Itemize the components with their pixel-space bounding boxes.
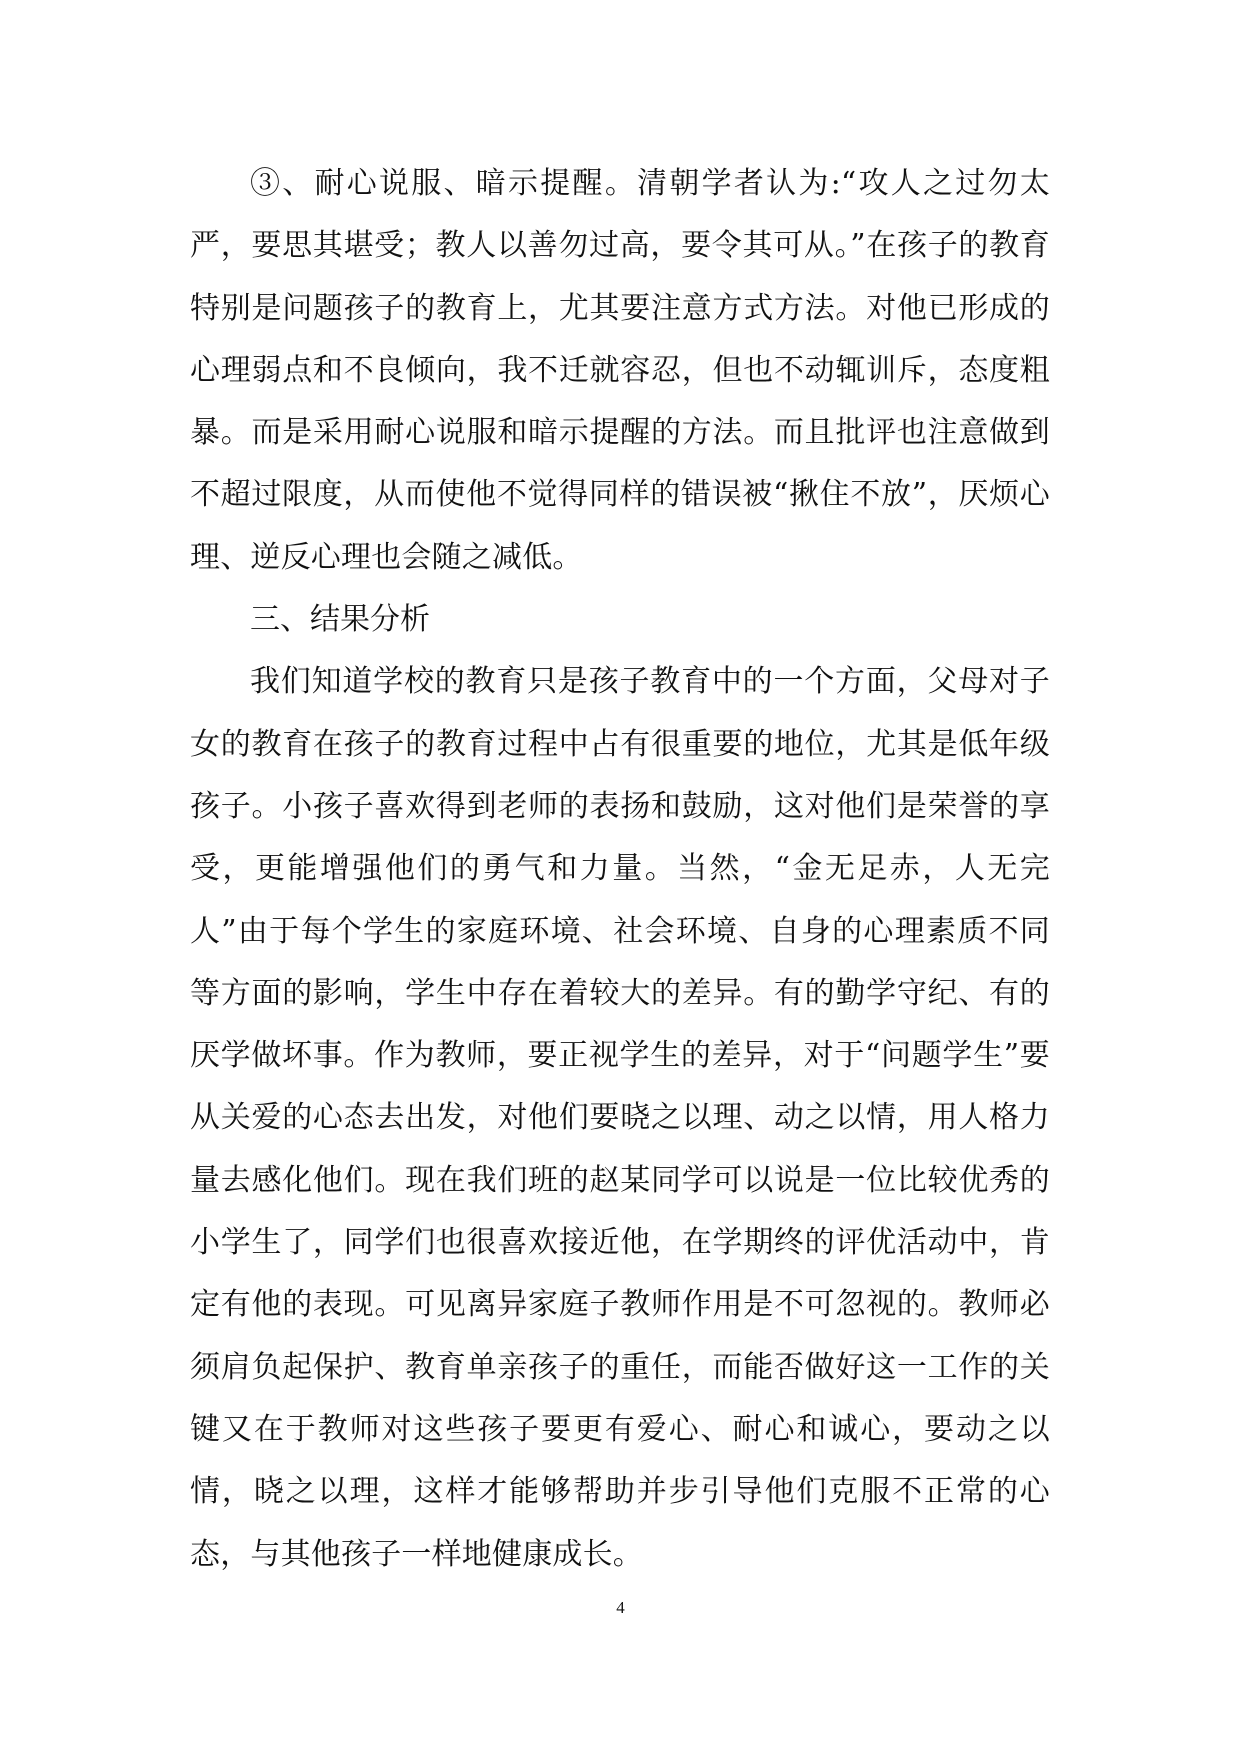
section-heading-results-analysis: 三、结果分析 xyxy=(250,602,430,638)
paragraph-patient-persuasion: ③、耐心说服、暗示提醒。清朝学者认为:“攻人之过勿太严，要思其堪受；教人以善勿过高，要令其可从。”在孩子的教育特别是问题孩子的教育上，尤其要注意方式方法。对他已形成的心理弱点和不良倾向，我不迁就容忍，但也不动辄训斥，态度粗暴。而是采用耐心说服和暗示提醒的方法。而且批评也注意做到不超过限度，从而使他不觉得同样的错误被“揪住不放”，厌烦心理、逆反心理也会随之减低。 xyxy=(190,166,1050,575)
page-number: 4 xyxy=(616,1598,625,1617)
page-body xyxy=(190,153,1050,1586)
paragraph-results-analysis: 我们知道学校的教育只是孩子教育中的一个方面，父母对子女的教育在孩子的教育过程中占有很重要的地位，尤其是低年级孩子。小孩子喜欢得到老师的表扬和鼓励，这对他们是荣誉的享受，更能增强他们的勇气和力量。当然，“金无足赤，人无完人”由于每个学生的家庭环境、社会环境、自身的心理素质不同等方面的影响，学生中存在着较大的差异。有的勤学守纪、有的厌学做坏事。作为教师，要正视学生的差异，对于“问题学生”要从关爱的心态去出发，对他们要晓之以理、动之以情，用人格力量去感化他们。现在我们班的赵某同学可以说是一位比较优秀的小学生了，同学们也很喜欢接近他，在学期终的评优活动中，肯定有他的表现。可见离异家庭子教师作用是不可忽视的。教师必须肩负起保护、教育单亲孩子的重任，而能否做好这一工作的关键又在于教师对这些孩子要更有爱心、耐心和诚心，要动之以情，晓之以理，这样才能够帮助并步引导他们克服不正常的心态，与其他孩子一样地健康成长。 xyxy=(190,664,1050,1572)
